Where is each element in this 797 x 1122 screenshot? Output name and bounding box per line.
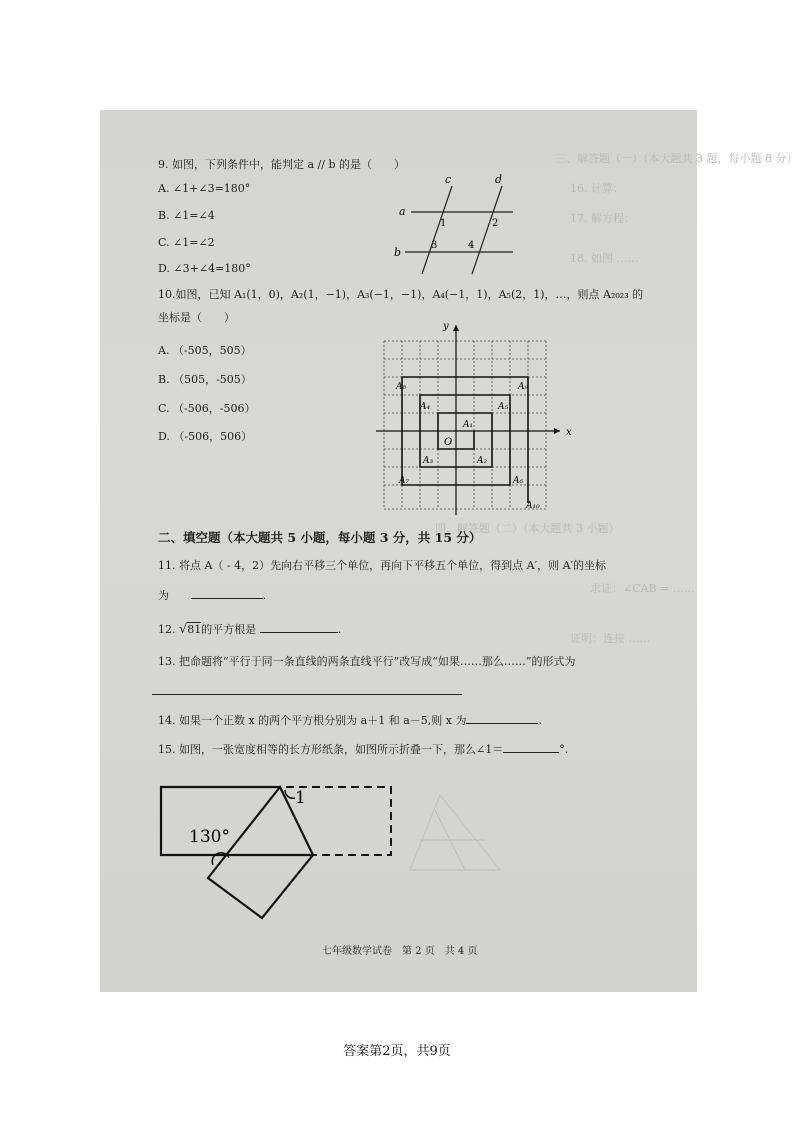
angle-130-label: 130°: [189, 827, 230, 847]
q15-answer-blank: [503, 751, 559, 753]
q9-option-c: C. ∠1=∠2: [158, 236, 215, 249]
q9-option-d: D. ∠3+∠4=180°: [158, 262, 251, 275]
q9-angle-3: 3: [431, 240, 438, 251]
q9-option-a: A. ∠1+∠3=180°: [158, 182, 251, 195]
page-number-note: 答案第2页，共9页: [343, 1044, 451, 1059]
scanned-exam-photo: [100, 110, 797, 992]
q9-parallel-lines-figure: [385, 170, 520, 280]
q10-option-d: D. （-506，506）: [158, 430, 253, 443]
q14-answer-blank: [466, 722, 538, 724]
q10-option-a: A. （-505，505）: [158, 344, 252, 357]
q9-angle-1: 1: [440, 218, 447, 229]
q9-label-d: d: [495, 173, 503, 186]
bleed-through-text: 四、解答题（二）（本大题共 3 小题）: [435, 522, 620, 535]
q14-body: 14. 如果一个正数 x 的两个平方根分别为 a＋1 和 a－5,则 x 为: [158, 714, 467, 727]
q13-answer-blank: [152, 694, 462, 695]
point-a10-label: A₁₀: [526, 501, 540, 511]
q12-radicand: 81: [187, 623, 202, 636]
bleed-through-text: 三、解答题（一）（本大题共 3 题，每小题 8 分）: [555, 152, 797, 165]
q10-stem-cont: 坐标是（ ）: [158, 311, 235, 324]
q13-text: 13. 把命题将“平行于同一条直线的两条直线平行”改写成“如果……那么……”的形式为: [158, 655, 576, 668]
bleed-through-text: 求证：∠CAB = ……: [590, 582, 695, 595]
q14-text: 14. 如果一个正数 x 的两个平方根分别为 a＋1 和 a－5,则 x 为 .: [158, 714, 542, 727]
q10-stem: 10.如图，已知 A₁(1，0)，A₂(1，−1)，A₃(−1，−1)，A₄(−1，1)，A₅(2，1)，…，则点 A₂₀₂₃ 的: [158, 288, 644, 301]
point-a1-label: A₁: [463, 420, 474, 430]
q10-coordinate-grid-figure: [370, 315, 575, 515]
spiral-path: [402, 377, 528, 503]
q9-angle-4: 4: [468, 240, 475, 251]
exam-footer: 七年级数学试卷 第 2 页 共 4 页: [322, 946, 478, 957]
bleed-through-text: 18. 如图 ……: [570, 252, 639, 265]
bleed-through-text: 16. 计算：: [570, 182, 624, 195]
point-a7-label: A₇: [399, 476, 410, 486]
q12-text: 12. √81的平方根是 .: [158, 622, 342, 637]
section-title-fill-in: 二、填空题（本大题共 5 小题，每小题 3 分，共 15 分）: [158, 530, 482, 545]
q15-degree: °.: [559, 743, 569, 756]
axis-x-label: x: [566, 427, 572, 438]
q9-label-c: c: [445, 173, 452, 186]
q11-label: 为: [158, 589, 169, 602]
bleed-through-text: 证明：连接 ……: [570, 632, 651, 645]
q11-text: 11. 将点 A（ - 4，2）先向右平移三个单位，再向下平移五个单位，得到点 A′，则 A′的坐标: [158, 559, 607, 572]
point-a5-label: A₅: [498, 402, 509, 412]
q9-option-b: B. ∠1=∠4: [158, 209, 215, 222]
q15-body: 15. 如图，一张宽度相等的长方形纸条，如图所示折叠一下，那么∠1＝: [158, 743, 504, 756]
q10-option-c: C. （-506，-506）: [158, 402, 256, 415]
q11-answer-blank: [191, 597, 263, 599]
q12-suffix: 的平方根是: [201, 623, 257, 636]
q12-number: 12.: [158, 623, 176, 636]
point-a4-label: A₄: [420, 402, 431, 412]
point-a9-label: A₉: [518, 382, 529, 392]
q9-stem: 9. 如图，下列条件中，能判定 a // b 的是（ ）: [158, 158, 405, 171]
point-a8-label: A₈: [396, 382, 407, 392]
point-a2-label: A₂: [477, 456, 488, 466]
q11-text-cont: 为 .: [158, 589, 266, 602]
q9-label-a: a: [399, 205, 406, 218]
point-a3-label: A₃: [423, 456, 434, 466]
q15-text: [158, 741, 568, 757]
radical-sign: √: [179, 622, 188, 637]
q9-angle-2: 2: [492, 218, 499, 229]
q15-folded-strip-figure: [155, 770, 405, 930]
bleed-through-figure: [390, 765, 530, 885]
angle-1-label: 1: [295, 788, 306, 808]
q12-answer-blank: [260, 631, 338, 633]
q9-label-b: b: [394, 246, 402, 259]
q10-option-b: B. （505，-505）: [158, 373, 252, 386]
bleed-through-text: 17. 解方程：: [570, 212, 635, 225]
axis-y-label: y: [443, 321, 449, 332]
origin-label: O: [444, 437, 453, 448]
point-a6-label: A₆: [513, 476, 524, 486]
